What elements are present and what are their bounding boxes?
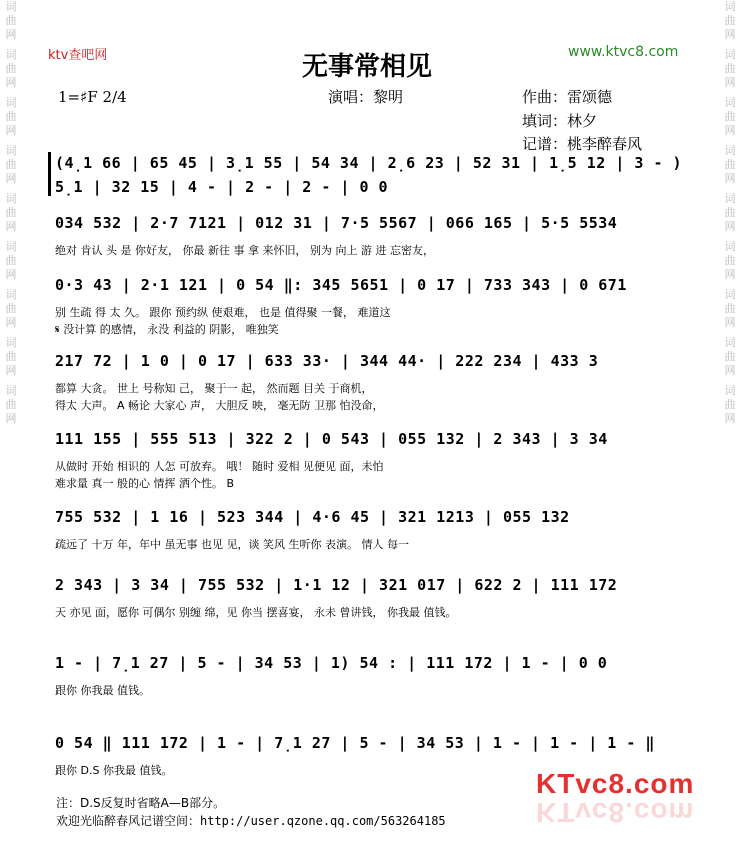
notes-line: 1 - | 7̣1 27 | 5 - | 34 53 | 1) 54 : | 111 172 | 1 - | 0 0	[55, 654, 608, 672]
notes-line: 755 532 | 1 16 | 523 344 | 4·6 45 | 321 1213 | 055 132	[55, 508, 570, 526]
lyrics-line: 跟你 D.S 你我最 值钱。	[55, 764, 173, 777]
lyrics-line: 都算 大贪。 世上 号称知 己， 聚于一 起， 然而题 目关 于商机，	[55, 382, 373, 395]
watermark-left: 词曲网 词曲网 词曲网 词曲网 词曲网 词曲网 词曲网 词曲网 词曲网	[5, 0, 17, 425]
ktvc8-logo: KTvc8.com	[536, 768, 695, 799]
key-signature: 1=♯F 2/4	[58, 88, 127, 106]
footer-note: 注：D.S反复时省略A—B部分。	[56, 796, 226, 810]
lyrics-line: 难求量 真一 般的心 情挥 洒个性。 B	[55, 477, 235, 490]
system-6	[55, 508, 695, 558]
notes-line-lower: 5̣1 | 32 15 | 4 - | 2 - | 2 - | 0 0	[55, 178, 389, 196]
system-3	[55, 276, 695, 342]
notes-line: 111 155 | 555 513 | 322 2 | 0 543 | 055 132 | 2 343 | 3 34	[55, 430, 608, 448]
notes-line: 217 72 | 1 0 | 0 17 | 633 33· | 344 44· | 222 234 | 433 3	[55, 352, 599, 370]
lyrics-line: 天 亦见 面，愿你 可偶尔 别缠 绵，见 你当 摆喜宴， 永未 曾讲钱， 你我最 值钱。	[55, 606, 457, 619]
composer: 作曲：雷颂德	[522, 88, 613, 106]
system-8	[55, 654, 695, 704]
system-4	[55, 352, 695, 418]
system-7	[55, 576, 695, 626]
notes-line: 0 54 ‖ 111 172 | 1 - | 7̣1 27 | 5 - | 34 53 | 1 - | 1 - | 1 - ‖	[55, 734, 655, 752]
footer-welcome: 欢迎光临醉春风记谱空间：http://user.qzone.qq.com/563264185	[56, 814, 446, 828]
site-left-label: ktv查吧网	[48, 48, 108, 63]
singer: 演唱：黎明	[328, 88, 404, 106]
lyrics-line: 𝄋 没计算 的感情， 永没 利益的 阴影， 唯独笑	[55, 323, 279, 336]
system-2	[55, 214, 695, 264]
lyrics-line: 绝对 肯认 头 是 你好友， 你最 新往 事 拿 来怀旧， 别为 向上 游 进 忘密友，	[55, 244, 434, 257]
lyrics-line: 别 生疏 得 太 久。 跟你 预约纵 使艰难， 也是 值得聚 一餐， 难道这	[55, 306, 391, 319]
system-bracket	[48, 152, 51, 196]
lyrics-line: 从做时 开始 相识的 人怎 可放弃。 哦！ 随时 爱相 见便见 面，未怕	[55, 460, 384, 473]
lyrics-line: 疏远了 十万 年，年中 虽无事 也见 见，谈 笑风 生听你 表演。 情人 每一	[55, 538, 409, 551]
lyrics-line: 得太 大声。 A 畅论 大家心 声， 大胆反 映， 毫无防 卫那 怕没命，	[55, 399, 384, 412]
notes-line: (4̣1 66 | 65 45 | 3̣1 55 | 54 34 | 2̣6 23 | 52 31 | 1̣5 12 | 3 - )	[55, 154, 683, 172]
lyrics-line: 跟你 你我最 值钱。	[55, 684, 150, 697]
site-right-label: www.ktvc8.com	[568, 44, 679, 60]
notes-line: 2 343 | 3 34 | 755 532 | 1·1 12 | 321 017 | 622 2 | 111 172	[55, 576, 618, 594]
song-title: 无事常相见	[302, 52, 433, 82]
lyricist: 填词：林夕	[522, 112, 598, 130]
watermark-right: 词曲网 词曲网 词曲网 词曲网 词曲网 词曲网 词曲网 词曲网 词曲网	[724, 0, 736, 425]
ktvc8-logo-reflection: KTvc8.com	[536, 797, 695, 828]
transcriber: 记谱：桃李醉春风	[522, 135, 643, 153]
notes-line: 0·3 43 | 2·1 121 | 0 54 ‖: 345 5651 | 0 17 | 733 343 | 0 671	[55, 276, 627, 294]
system-1	[55, 154, 695, 198]
notes-line: 034 532 | 2·7 7121 | 012 31 | 7·5 5567 | 066 165 | 5·5 5534	[55, 214, 618, 232]
system-5	[55, 430, 695, 496]
